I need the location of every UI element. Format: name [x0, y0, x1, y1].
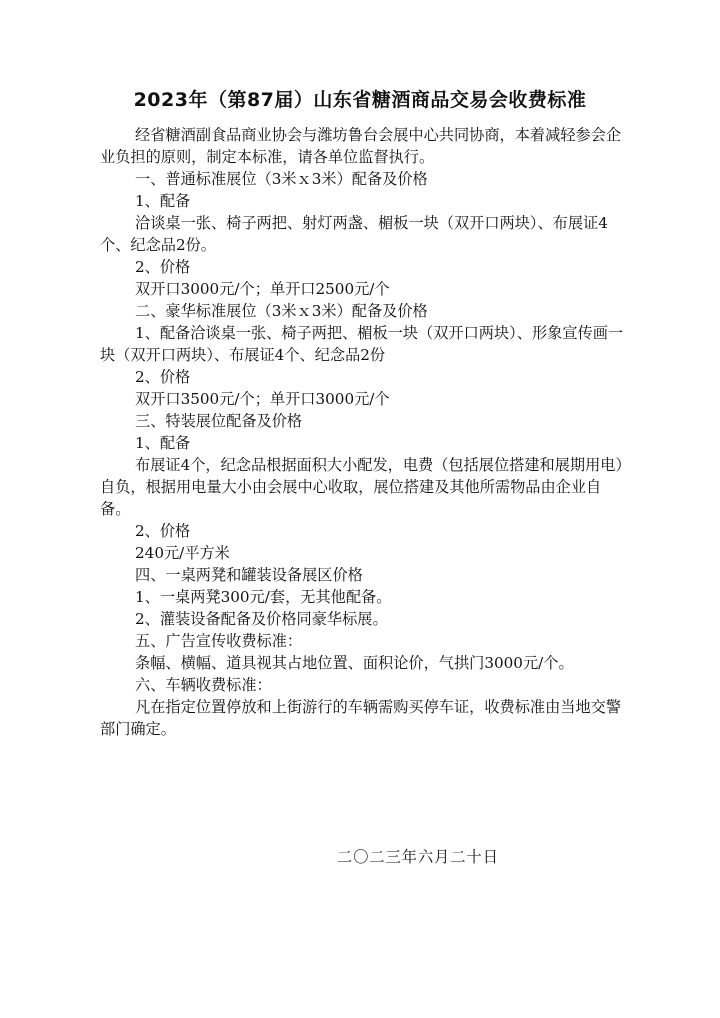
section-1-sub-equipment: 1、配备 [135, 192, 191, 210]
section-6-heading: 六、车辆收费标准： [135, 676, 272, 694]
section-2-price-text: 双开口3500元/个；单开口3000元/个 [135, 390, 390, 408]
section-5-text: 条幅、横幅、道具视其占地位置、面积论价，气拱门3000元/个。 [135, 654, 574, 672]
document-body [100, 124, 625, 740]
section-3-sub-price: 2、价格 [135, 522, 191, 540]
section-1-heading: 一、普通标准展位（3米ｘ3米）配备及价格 [135, 170, 428, 188]
section-2-equipment-text: 1、配备洽谈桌一张、椅子两把、楣板一块（双开口两块）、形象宣传画一块（双开口两块）、布展证4个、纪念品2份 [100, 324, 624, 364]
section-3-sub-equipment: 1、配备 [135, 434, 191, 452]
section-3-heading: 三、特装展位配备及价格 [135, 412, 303, 430]
section-2-sub-price: 2、价格 [135, 368, 191, 386]
section-4-item-1: 1、一桌两凳300元/套，无其他配备。 [135, 588, 392, 606]
section-3-price-text: 240元/平方米 [135, 544, 230, 562]
section-6-text: 凡在指定位置停放和上街游行的车辆需购买停车证，收费标准由当地交警部门确定。 [100, 698, 621, 738]
intro-paragraph: 经省糖酒副食品商业协会与潍坊鲁台会展中心共同协商，本着减轻参会企业负担的原则，制定本标准，请各单位监督执行。 [100, 126, 621, 166]
section-1-sub-price: 2、价格 [135, 258, 191, 276]
section-3-equipment-text: 布展证4个，纪念品根据面积大小配发，电费（包括展位搭建和展期用电）自负，根据用电量大小由会展中心收取，展位搭建及其他所需物品由企业自备。 [100, 456, 624, 518]
section-1-price-text: 双开口3000元/个；单开口2500元/个 [135, 280, 390, 298]
section-1-equipment-text: 洽谈桌一张、椅子两把、射灯两盏、楣板一块（双开口两块）、布展证4个、纪念品2份。 [100, 214, 608, 254]
section-4-heading: 四、一桌两凳和罐装设备展区价格 [135, 566, 363, 584]
section-2-heading: 二、豪华标准展位（3米ｘ3米）配备及价格 [135, 302, 428, 320]
document-date: 二〇二三年六月二十日 [337, 848, 499, 866]
section-4-item-2: 2、灌装设备配备及价格同豪华标展。 [135, 610, 388, 628]
section-5-heading: 五、广告宣传收费标准： [135, 632, 303, 650]
document-title: 2023年（第87届）山东省糖酒商品交易会收费标准 [133, 89, 587, 111]
